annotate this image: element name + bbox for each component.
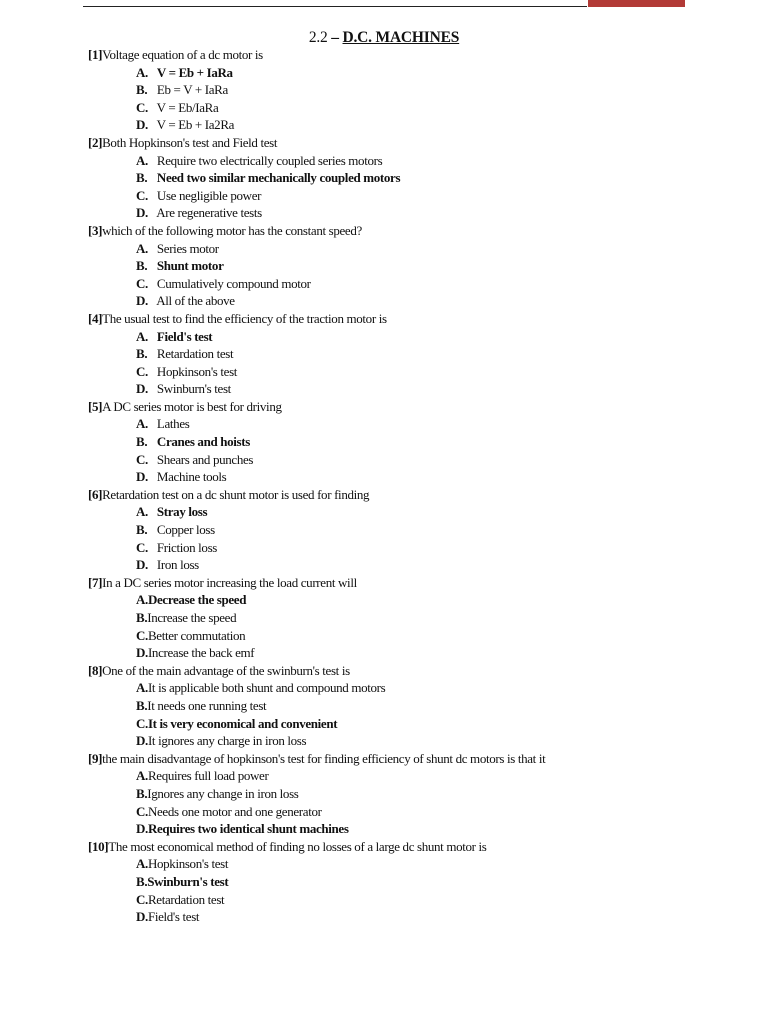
option-text: Swinburn's test <box>156 381 231 397</box>
question-number: [7] <box>88 574 103 590</box>
option-5-a <box>0 415 768 433</box>
option-label: D. <box>136 381 148 397</box>
option-text: Cranes and hoists <box>156 434 250 450</box>
option-text: All of the above <box>156 293 235 309</box>
option-5-c <box>0 451 768 469</box>
option-text: Retardation test <box>156 346 234 362</box>
option-text: Stray loss <box>156 504 208 520</box>
option-7-b <box>0 609 768 627</box>
option-8-d <box>0 732 768 750</box>
question-7 <box>0 574 768 592</box>
option-1-d <box>0 116 768 134</box>
option-label: A. <box>136 64 148 80</box>
option-label: B. <box>136 346 148 362</box>
option-text: Ignores any change in iron loss <box>147 785 299 801</box>
option-10-a <box>0 855 768 873</box>
option-label: C. <box>136 363 148 379</box>
option-9-a <box>0 767 768 785</box>
option-3-a <box>0 240 768 258</box>
option-text: Are regenerative tests <box>156 205 262 221</box>
option-label: B. <box>136 697 148 713</box>
option-label: C. <box>136 891 148 907</box>
option-text: Need two similar mechanically coupled motors <box>156 170 401 186</box>
question-6 <box>0 486 768 504</box>
option-text: Retardation test <box>147 891 225 907</box>
option-4-b <box>0 345 768 363</box>
option-text: Lathes <box>156 416 190 432</box>
question-text: Both Hopkinson's test and Field test <box>102 134 278 150</box>
question-text: The usual test to find the efficiency of the traction motor is <box>102 310 387 326</box>
option-7-c <box>0 627 768 645</box>
option-label: A. <box>136 768 148 784</box>
question-10 <box>0 838 768 856</box>
question-number: [5] <box>88 398 103 414</box>
option-text: Requires full load power <box>147 768 269 784</box>
option-text: It needs one running test <box>147 697 267 713</box>
option-label: A. <box>136 856 148 872</box>
option-1-a <box>0 64 768 82</box>
option-label: C. <box>136 539 148 555</box>
option-3-b <box>0 257 768 275</box>
option-label: B. <box>136 873 148 889</box>
option-text: Needs one motor and one generator <box>147 803 322 819</box>
option-label: D. <box>136 645 148 661</box>
option-text: It is very economical and convenient <box>147 715 338 731</box>
option-1-b <box>0 81 768 99</box>
option-4-c <box>0 363 768 381</box>
option-text: Increase the back emf <box>147 645 255 661</box>
question-1 <box>0 46 768 64</box>
option-10-c <box>0 891 768 909</box>
question-2 <box>0 134 768 152</box>
option-label: D. <box>136 117 148 133</box>
question-text: In a DC series motor increasing the load current will <box>102 574 357 590</box>
option-label: D. <box>136 205 148 221</box>
option-text: V = Eb + IaRa <box>156 64 233 80</box>
option-label: D. <box>136 733 148 749</box>
question-text: A DC series motor is best for driving <box>102 398 282 414</box>
option-text: Hopkinson's test <box>156 363 238 379</box>
option-label: D. <box>136 821 148 837</box>
option-text: Increase the speed <box>147 610 237 625</box>
option-text: Hopkinson's test <box>147 856 229 872</box>
option-label: C. <box>136 451 148 467</box>
option-3-c <box>0 275 768 293</box>
option-6-b <box>0 521 768 539</box>
option-label: B. <box>136 434 148 450</box>
question-text: Voltage equation of a dc motor is <box>102 47 263 62</box>
option-label: C. <box>136 715 148 731</box>
option-label: C. <box>136 275 148 291</box>
question-text: The most economical method of finding no losses of a large dc shunt motor is <box>108 838 487 854</box>
option-text: Swinburn's test <box>147 873 229 889</box>
option-5-b <box>0 433 768 451</box>
option-label: D. <box>136 557 148 573</box>
option-8-b <box>0 697 768 715</box>
option-2-b <box>0 169 768 187</box>
option-label: B. <box>136 785 148 801</box>
option-text: Series motor <box>156 240 219 256</box>
option-text: Friction loss <box>156 539 218 555</box>
header-accent-bar <box>588 0 685 7</box>
option-7-a <box>0 591 768 609</box>
option-label: D. <box>136 469 148 485</box>
title-number: 2.2 <box>308 29 328 46</box>
option-text: Shears and punches <box>156 451 254 467</box>
option-5-d <box>0 468 768 486</box>
option-text: It ignores any charge in iron loss <box>147 733 307 749</box>
option-label: A. <box>136 504 148 520</box>
option-8-c <box>0 715 768 733</box>
option-text: Require two electrically coupled series motors <box>156 152 383 168</box>
question-number: [10] <box>88 838 109 854</box>
option-3-d <box>0 292 768 310</box>
option-6-d <box>0 556 768 574</box>
question-text: One of the main advantage of the swinburn's test is <box>102 662 350 678</box>
option-text: Better commutation <box>147 627 246 643</box>
option-text: Field's test <box>147 909 200 925</box>
option-text: Use negligible power <box>156 187 262 203</box>
question-8 <box>0 662 768 680</box>
option-text: It is applicable both shunt and compound motors <box>147 680 386 696</box>
option-10-d <box>0 908 768 926</box>
option-10-b <box>0 873 768 891</box>
option-text: V = Eb + Ia2Ra <box>156 117 235 133</box>
option-label: A. <box>136 592 148 608</box>
option-label: B. <box>136 258 148 274</box>
option-label: D. <box>136 293 148 309</box>
option-6-c <box>0 539 768 557</box>
option-label: A. <box>136 328 148 344</box>
question-number: [8] <box>88 662 103 678</box>
question-9 <box>0 750 768 768</box>
question-5 <box>0 398 768 416</box>
option-text: Machine tools <box>156 469 227 485</box>
option-label: B. <box>136 82 148 98</box>
option-4-a <box>0 328 768 346</box>
option-label: A. <box>136 240 148 256</box>
question-text: the main disadvantage of hopkinson's test for finding efficiency of shunt dc motors is that it <box>102 750 546 766</box>
option-text: Eb = V + IaRa <box>156 82 228 98</box>
option-label: C. <box>136 627 148 643</box>
option-2-c <box>0 187 768 205</box>
question-list <box>0 46 768 926</box>
option-2-a <box>0 152 768 170</box>
question-text: Retardation test on a dc shunt motor is used for finding <box>102 486 370 502</box>
option-2-d <box>0 204 768 222</box>
question-number: [2] <box>88 134 103 150</box>
title-dash: – <box>327 29 343 46</box>
question-number: [6] <box>88 486 103 502</box>
option-text: Iron loss <box>156 557 199 573</box>
option-text: V = Eb/IaRa <box>156 99 219 115</box>
question-number: [4] <box>88 310 103 326</box>
option-text: Requires two identical shunt machines <box>147 821 349 837</box>
option-4-d <box>0 380 768 398</box>
option-text: Cumulatively compound motor <box>156 275 311 291</box>
question-text: which of the following motor has the constant speed? <box>102 222 362 238</box>
title-text: D.C. MACHINES <box>342 29 460 46</box>
question-3 <box>0 222 768 240</box>
option-label: C. <box>136 187 148 203</box>
option-text: Copper loss <box>156 522 215 538</box>
option-label: C. <box>136 99 148 115</box>
header-rule <box>83 6 587 7</box>
option-label: C. <box>136 803 148 819</box>
option-1-c <box>0 99 768 117</box>
option-label: A. <box>136 152 148 168</box>
option-9-d <box>0 820 768 838</box>
question-number: [1] <box>88 47 103 62</box>
option-label: A. <box>136 680 148 696</box>
option-label: B. <box>136 170 148 186</box>
question-4 <box>0 310 768 328</box>
option-6-a <box>0 503 768 521</box>
option-8-a <box>0 679 768 697</box>
option-label: B. <box>136 522 148 538</box>
option-text: Shunt motor <box>156 258 224 274</box>
option-label: B. <box>136 610 148 625</box>
option-label: D. <box>136 909 148 925</box>
option-text: Field's test <box>156 328 213 344</box>
question-number: [9] <box>88 750 103 766</box>
option-text: Decrease the speed <box>147 592 247 608</box>
question-number: [3] <box>88 222 103 238</box>
option-9-b <box>0 785 768 803</box>
option-label: A. <box>136 416 148 432</box>
option-9-c <box>0 803 768 821</box>
option-7-d <box>0 644 768 662</box>
